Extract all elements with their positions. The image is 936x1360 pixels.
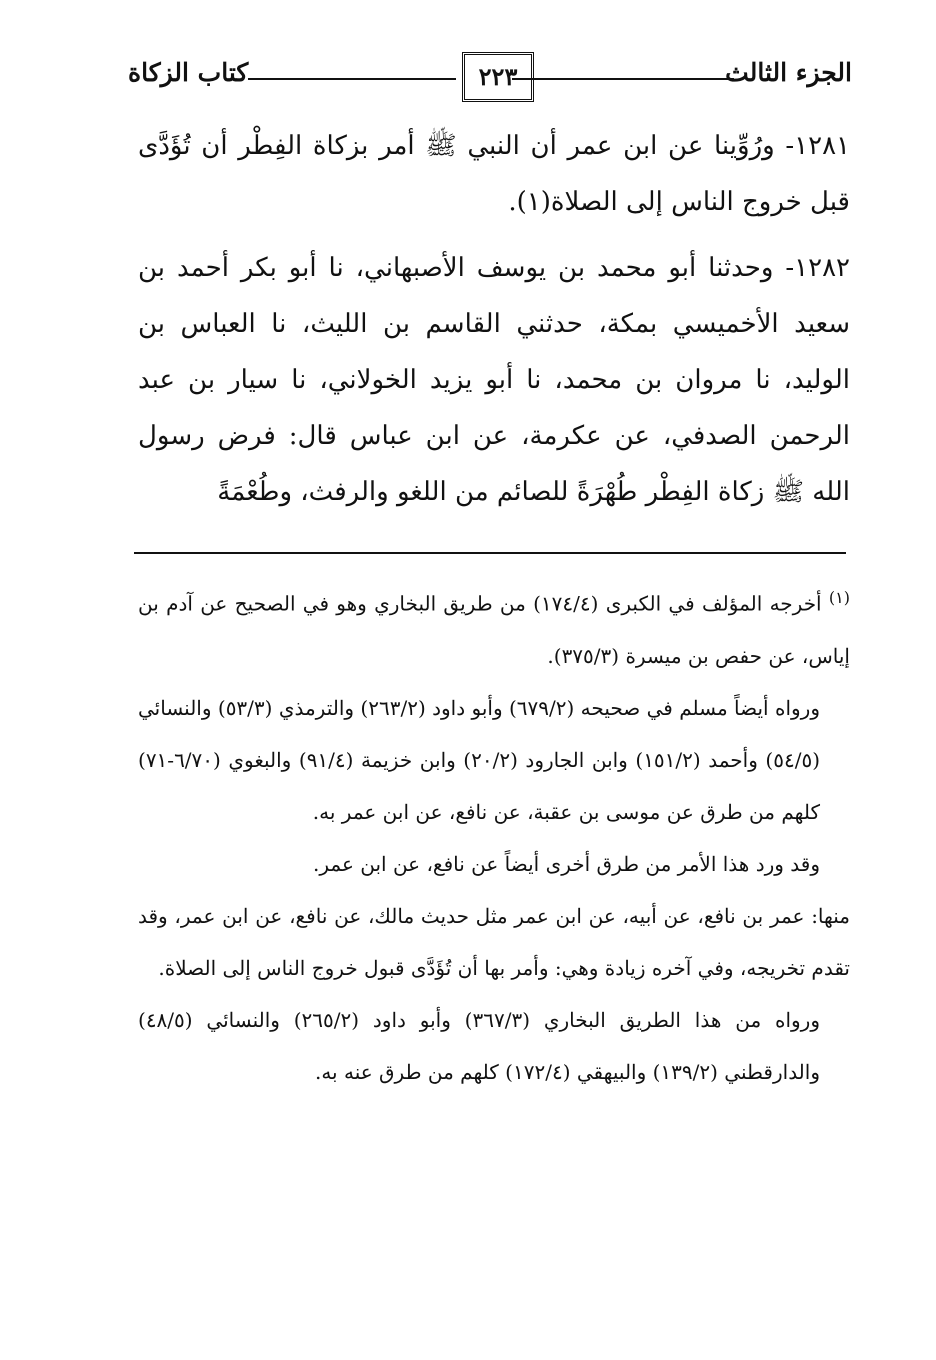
page-header xyxy=(128,52,852,104)
header-rule-right xyxy=(512,78,734,80)
footnote-1-paragraph-5: ورواه من هذا الطريق البخاري (٣٦٧/٣) وأبو داود (٢٦٥/٢) والنسائي (٤٨/٥) والدارقطني (١٣٩/٢) والبيهقي (١٧٢/٤) كلهم من طرق عنه به. xyxy=(138,1007,820,1084)
footnote-1-paragraph-2: ورواه أيضاً مسلم في صحيحه (٦٧٩/٢) وأبو داود (٢٦٣/٢) والترمذي (٥٣/٣) والنسائي (٥٤/٥) وأحمد (١٥١/٢) وابن الجارود (٢٠/٢) وابن خزيمة (٩١/٤) والبغوي (٦/٧٠-٧١) كلهم من طرق عن موسى بن عقبة، عن نافع، عن ابن عمر به. xyxy=(138,695,820,824)
hadith-1281: ١٢٨١- ورُوِّينا عن ابن عمر أن النبي ﷺ أمر بزكاة الفِطْر أن تُؤَدَّى قبل خروج الناس إلى الصلاة(١). xyxy=(138,131,850,217)
main-text xyxy=(138,118,850,520)
volume-title: الجزء الثالث xyxy=(725,58,852,87)
footnote-marker: (١) xyxy=(828,588,851,607)
footnote-1-text-1: أخرجه المؤلف في الكبرى (١٧٤/٤) من طريق البخاري وهو في الصحيح عن آدم بن إياس، عن حفص بن ميسرة (٣٧٥/٣). xyxy=(138,591,850,668)
page-number: ٢٢٣ xyxy=(462,52,534,102)
chapter-title: كتاب الزكاة xyxy=(128,58,249,87)
footnote-separator xyxy=(134,552,846,554)
footnotes xyxy=(138,572,850,1098)
footnote-1-paragraph-3: وقد ورد هذا الأمر من طرق أخرى أيضاً عن نافع، عن ابن عمر. xyxy=(313,851,820,876)
footnote-1-paragraph-4: منها: عمر بن نافع، عن أبيه، عن ابن عمر مثل حديث مالك، عن نافع، عن ابن عمر، وقد تقدم تخريجه، وفي آخره زيادة وهي: وأمر بها أن تُؤَدَّى قبول خروج الناس إلى الصلاة. xyxy=(138,903,850,980)
hadith-1282: ١٢٨٢- وحدثنا أبو محمد بن يوسف الأصبهاني، نا أبو بكر أحمد بن سعيد الأخميسي بمكة، حدثني القاسم بن الليث، نا العباس بن الوليد، نا مروان بن محمد، نا أبو يزيد الخولاني، نا سيار بن عبد الرحمن الصدفي، عن عكرمة، عن ابن عباس قال: فرض رسول الله ﷺ زكاة الفِطْر طُهْرَةً للصائم من اللغو والرفث، وطُعْمَةً xyxy=(138,253,850,507)
header-rule-left xyxy=(248,78,456,80)
footnote-1-paragraph-1 xyxy=(138,572,850,682)
